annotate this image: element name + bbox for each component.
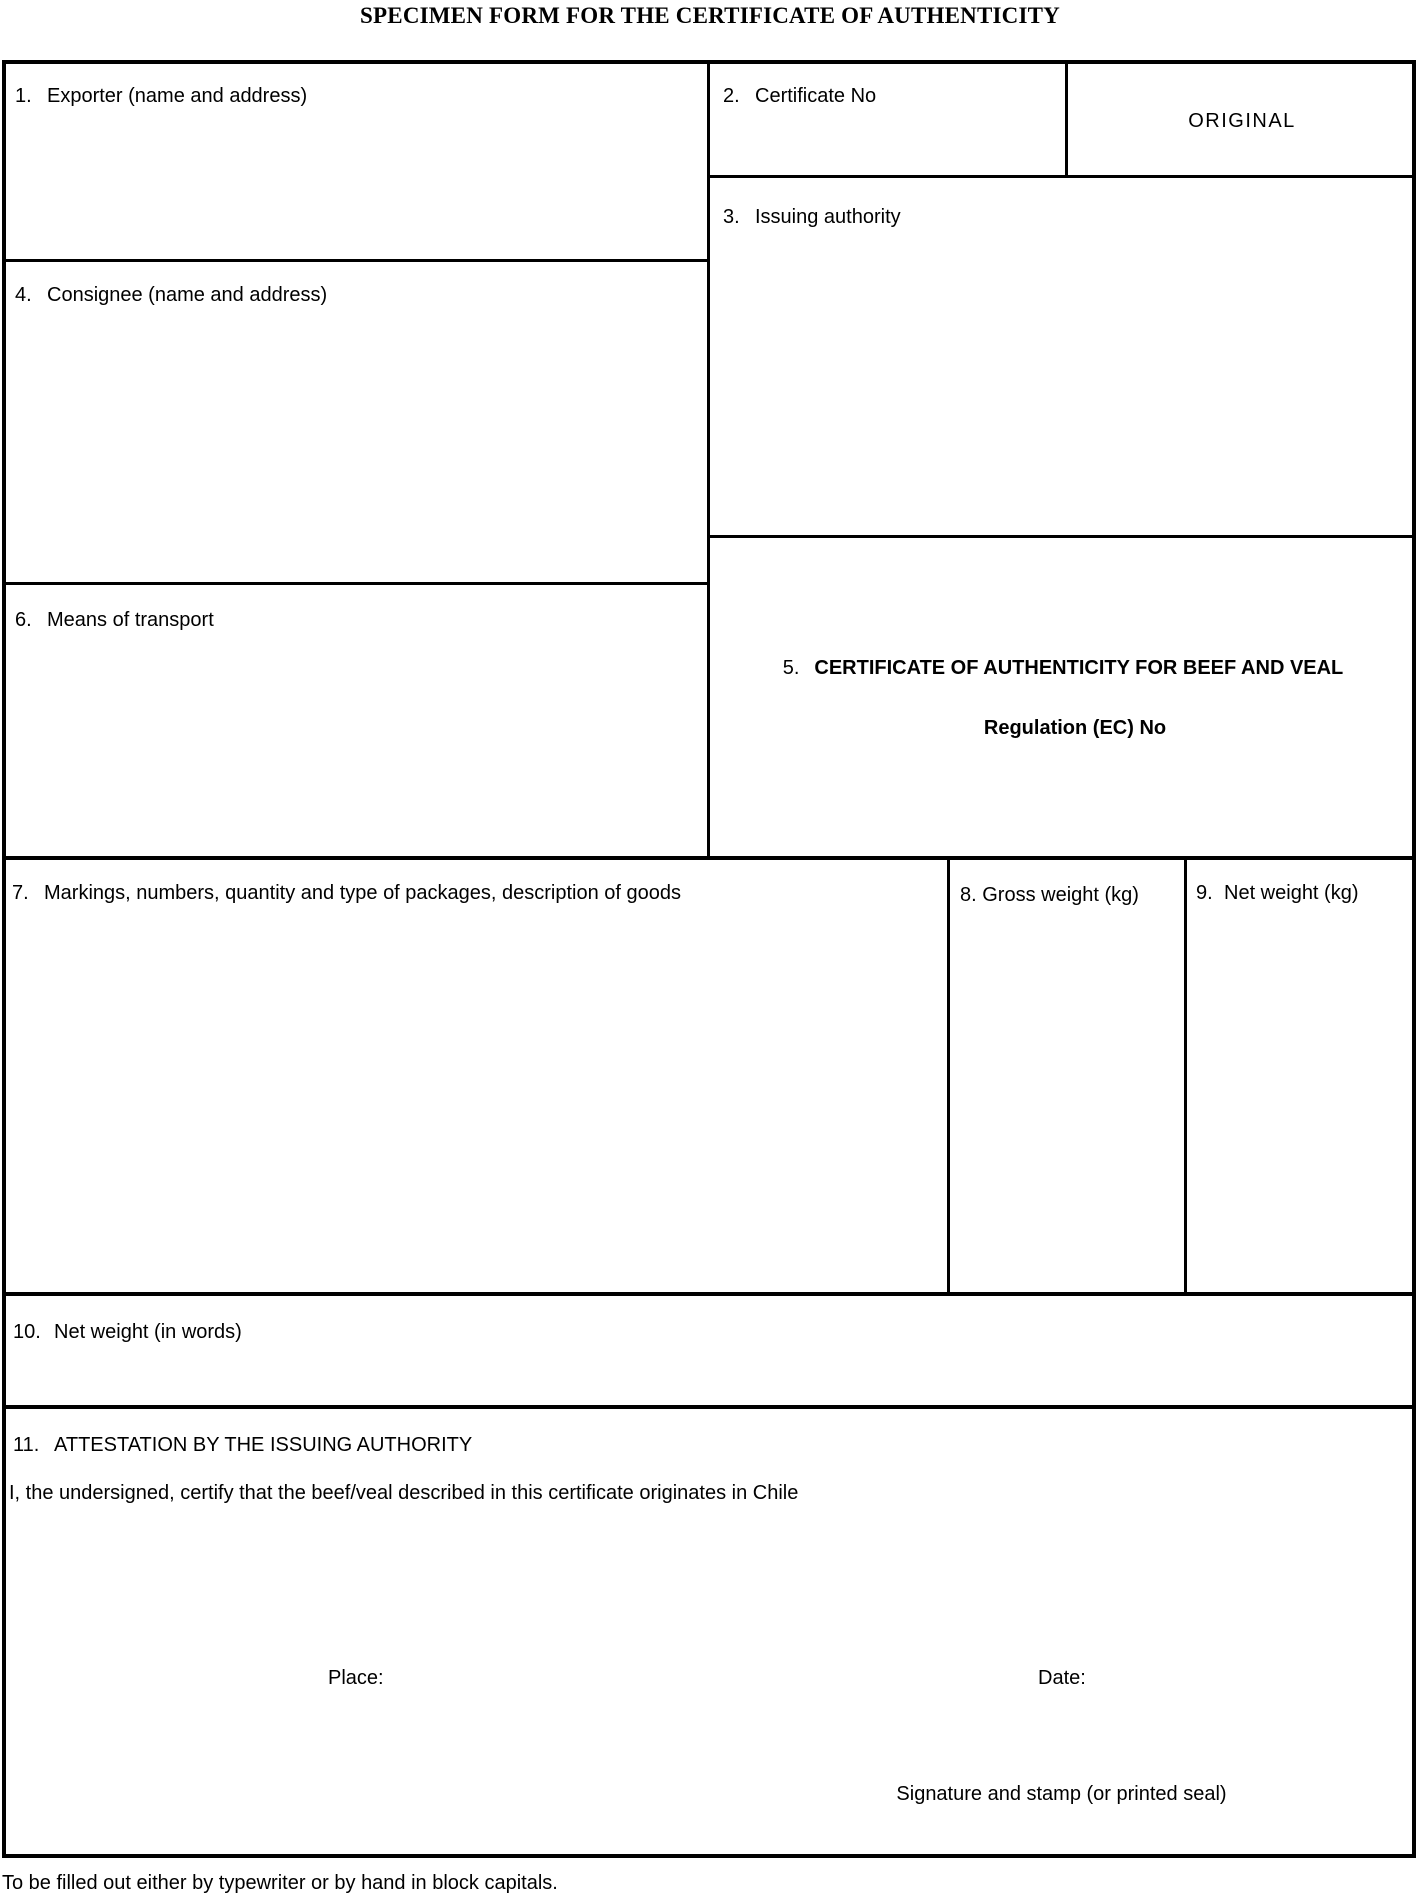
consignee-number: 4.	[15, 284, 32, 306]
net-weight-label: Net weight (kg)	[1224, 882, 1359, 904]
exporter-label: Exporter (name and address)	[47, 85, 308, 107]
original-cell	[1068, 60, 1416, 175]
markings-cell	[2, 859, 947, 1292]
issuing-authority-label: Issuing authority	[755, 206, 901, 228]
markings-label: Markings, numbers, quantity and type of packages, description of goods	[44, 882, 682, 904]
original-label: ORIGINAL	[1188, 110, 1296, 132]
markings-number: 7.	[12, 882, 29, 904]
net-weight-words-label: Net weight (in words)	[54, 1321, 242, 1343]
consignee-cell	[2, 262, 707, 582]
certificate-title-number: 5.	[782, 657, 800, 679]
attestation-label: ATTESTATION BY THE ISSUING AUTHORITY	[54, 1434, 473, 1456]
certificate-no-label: Certificate No	[755, 85, 877, 107]
certificate-no-cell	[710, 60, 1065, 175]
certificate-title-label: CERTIFICATE OF AUTHENTICITY FOR BEEF AND VEAL	[814, 657, 1344, 679]
certificate-no-number: 2.	[723, 85, 740, 107]
means-of-transport-cell	[2, 585, 707, 856]
signature-stamp-label: Signature and stamp (or printed seal)	[896, 1783, 1227, 1805]
footnote: To be filled out either by typewriter or by hand in block capitals.	[2, 1872, 558, 1894]
net-weight-number: 9.	[1196, 882, 1213, 904]
gross-weight-label: 8. Gross weight (kg)	[960, 884, 1139, 906]
regulation-label: Regulation (EC) No	[983, 717, 1167, 739]
net-weight-cell	[1187, 859, 1416, 1292]
date-label: Date:	[1038, 1667, 1086, 1689]
place-label: Place:	[328, 1667, 384, 1689]
exporter-cell	[2, 60, 707, 259]
attestation-number: 11.	[13, 1434, 40, 1456]
page-title: SPECIMEN FORM FOR THE CERTIFICATE OF AUTHENTICITY	[360, 3, 1060, 28]
net-weight-words-number: 10.	[13, 1321, 41, 1343]
certificate-title-cell	[710, 538, 1416, 856]
gross-weight-cell	[950, 859, 1184, 1292]
means-of-transport-number: 6.	[15, 609, 32, 631]
issuing-authority-cell	[710, 178, 1416, 535]
issuing-authority-number: 3.	[723, 206, 740, 228]
consignee-label: Consignee (name and address)	[47, 284, 328, 306]
attestation-statement: I, the undersigned, certify that the beef/veal described in this certificate originates in Chile	[9, 1482, 799, 1504]
means-of-transport-label: Means of transport	[47, 609, 214, 631]
exporter-number: 1.	[15, 85, 32, 107]
attestation-cell	[2, 1409, 1416, 1856]
net-weight-words-cell	[2, 1295, 1416, 1405]
